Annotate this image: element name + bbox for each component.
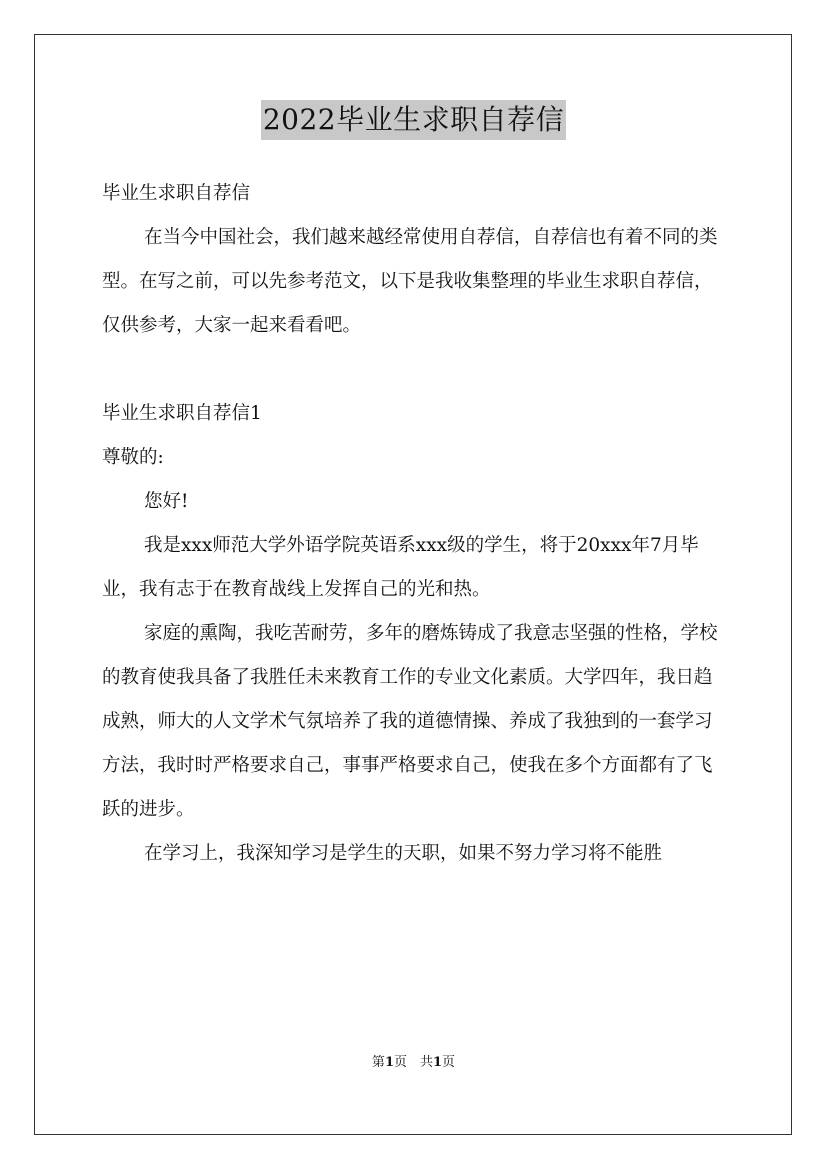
paragraph-1: 我是xxx师范大学外语学院英语系xxx级的学生，将于20xxx年7月毕业，我有志于在教育战线上发挥自己的光和热。 [102, 535, 699, 600]
title-area [0, 100, 827, 140]
blank-line [102, 348, 730, 392]
document-title: 2022毕业生求职自荐信 [261, 100, 566, 140]
page-footer [0, 1053, 827, 1073]
page-label-mid: 页 共 [393, 1055, 433, 1070]
salutation: 尊敬的: [102, 447, 164, 468]
page-label-suffix: 页 [442, 1055, 456, 1070]
greeting: 您好! [144, 491, 189, 512]
page-total: 1 [433, 1055, 443, 1070]
page-label-prefix: 第 [371, 1055, 385, 1070]
paragraph-2: 家庭的熏陶，我吃苦耐劳，多年的磨炼铸成了我意志坚强的性格，学校的教育使我具备了我胜任未来教育工作的专业文化素质。大学四年，我日趋成熟，师大的人文学术气氛培养了我的道德情操、养成了我独到的一套学习方法，我时时严格要求自己，事事严格要求自己，使我在多个方面都有了飞跃的进步。 [102, 623, 718, 820]
document-body [102, 172, 730, 876]
subtitle: 毕业生求职自荐信 [102, 183, 251, 204]
letter-heading: 毕业生求职自荐信1 [102, 403, 262, 424]
paragraph-3: 在学习上，我深知学习是学生的天职，如果不努力学习将不能胜 [144, 843, 663, 864]
page-current: 1 [384, 1055, 394, 1070]
intro-paragraph: 在当今中国社会，我们越来越经常使用自荐信，自荐信也有着不同的类型。在写之前，可以先参考范文，以下是我收集整理的毕业生求职自荐信，仅供参考，大家一起来看看吧。 [102, 227, 718, 336]
